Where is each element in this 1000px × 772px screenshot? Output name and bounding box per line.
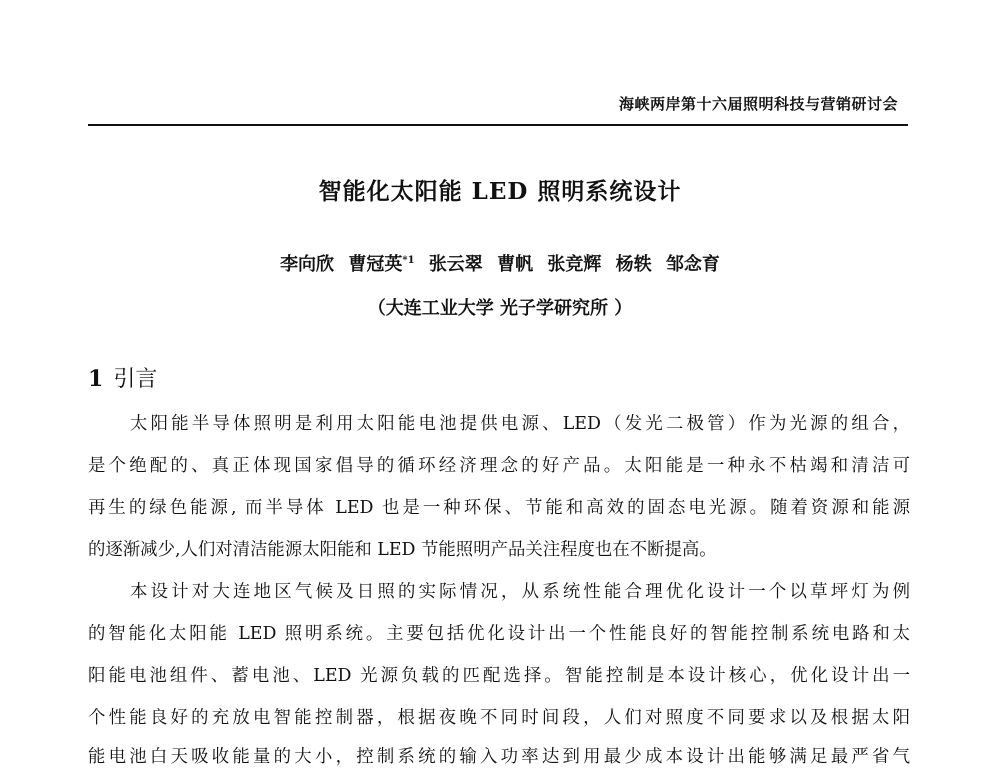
author-name: 邹念育	[665, 254, 720, 275]
paper-title: 智能化太阳能 LED 照明系统设计	[318, 178, 682, 205]
author-list	[0, 250, 1000, 276]
paragraph-line: 本设计对大连地区气候及日照的实际情况，从系统性能合理优化设计一个以草坪灯为例	[130, 582, 910, 602]
paragraph-line: 的智能化太阳能 LED 照明系统。主要包括优化设计出一个性能良好的智能控制系统电路和太	[88, 624, 910, 644]
header-rule	[88, 124, 908, 126]
corresponding-author-mark: *1	[402, 255, 415, 266]
paragraph-line: 太阳能半导体照明是利用太阳能电池提供电源、LED（发光二极管）作为光源的组合，	[130, 414, 910, 434]
section-heading	[88, 362, 157, 393]
author-name: 杨轶	[615, 254, 652, 275]
paragraph-line: 阳能电池组件、蓄电池、LED 光源负载的匹配选择。智能控制是本设计核心，优化设计出一	[88, 666, 910, 686]
author-name: 张竞辉	[547, 254, 602, 275]
section-number: 1	[88, 366, 104, 392]
author-name: 曹帆	[497, 254, 534, 275]
author-name: 张云翠	[428, 254, 483, 275]
section-title: 引言	[113, 367, 158, 392]
affiliation: （大连工业大学 光子学研究所 ）	[367, 298, 633, 319]
paragraph-line: 的逐渐减少,人们对清洁能源太阳能和 LED 节能照明产品关注程度也在不断提高。	[88, 540, 717, 560]
paragraph-line: 个性能良好的充放电智能控制器，根据夜晚不同时间段，人们对照度不同要求以及根据太阳	[88, 708, 910, 728]
author-name: 李向欣	[280, 254, 335, 275]
paragraph-line: 是个绝配的、真正体现国家倡导的循环经济理念的好产品。太阳能是一种永不枯竭和清洁可	[88, 456, 910, 476]
author-name: 曹冠英$^{*1}$	[348, 254, 415, 275]
running-header: 海峡两岸第十六届照明科技与营销研讨会	[618, 95, 898, 113]
paragraph-line: 能电池白天吸收能量的大小，控制系统的输入功率达到用最少成本设计出能够满足最严省气	[88, 747, 910, 767]
paragraph-line: 再生的绿色能源, 而半导体 LED 也是一种环保、节能和高效的固态电光源。随着资源和能源	[88, 498, 910, 518]
